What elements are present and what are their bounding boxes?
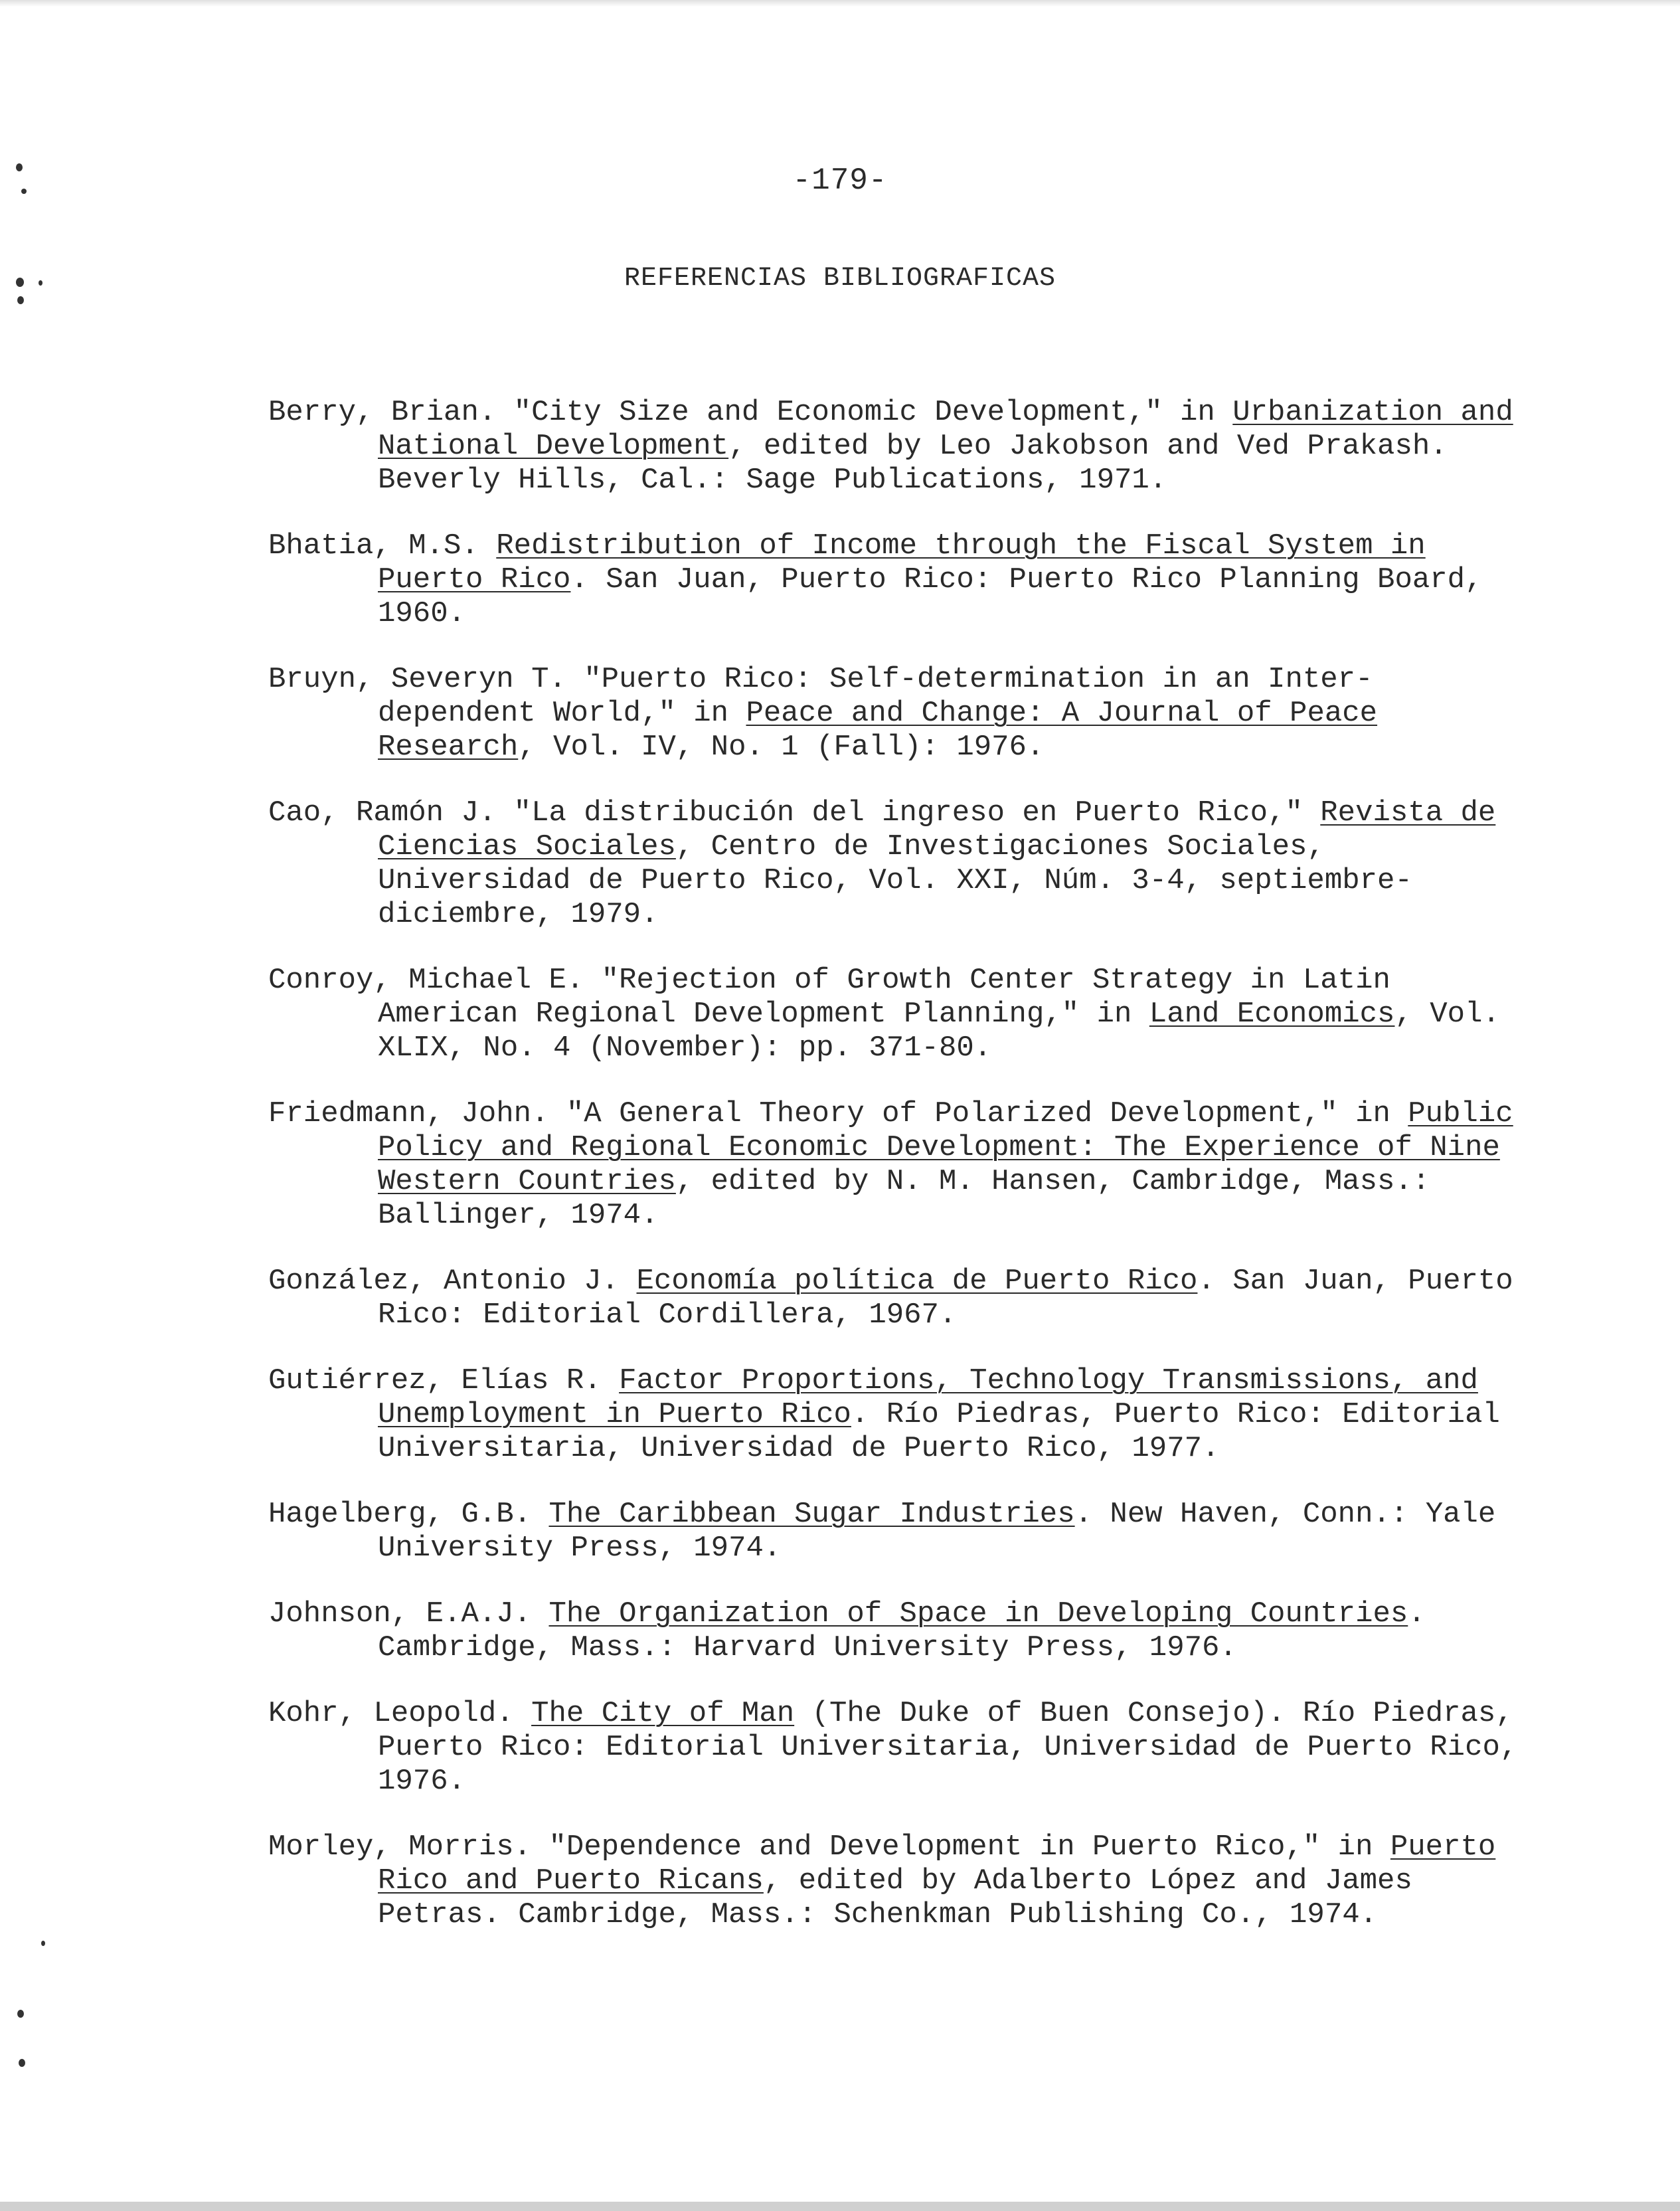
reference-text: . Río Piedras, Puerto Rico: Editorial Universitaria, Universidad de Puerto Rico, 1977. — [378, 1398, 1500, 1465]
reference-entry — [268, 1097, 1530, 1233]
reference-entry — [268, 796, 1530, 932]
reference-text: Johnson, E.A.J. — [268, 1597, 549, 1631]
reference-title: The City of Man — [531, 1697, 795, 1730]
reference-text: Bhatia, M.S. — [268, 529, 497, 563]
reference-text: Hagelberg, G.B. — [268, 1498, 549, 1531]
reference-title: Urbanization and National Development — [378, 396, 1513, 463]
reference-title: The Organization of Space in Developing Countries — [548, 1597, 1408, 1631]
reference-text: . San Juan, Puerto Rico: Puerto Rico Planning Board, 1960. — [378, 563, 1483, 630]
reference-text: González, Antonio J. — [268, 1265, 637, 1298]
reference-entry — [268, 964, 1530, 1065]
reference-text: , Centro de Investigaciones Sociales, Universidad de Puerto Rico, Vol. XXI, Núm. 3-4, septiembre-diciembre, 1979. — [378, 830, 1412, 931]
reference-text: Bruyn, Severyn T. "Puerto Rico: Self-determination in an Inter-dependent World," in — [268, 663, 1373, 730]
reference-text: Morley, Morris. "Dependence and Development in Puerto Rico," in — [268, 1830, 1390, 1864]
scan-top-edge — [0, 0, 1680, 7]
scan-speck — [17, 2010, 24, 2018]
reference-text: , edited by Leo Jakobson and Ved Prakash. Beverly Hills, Cal.: Sage Publications, 1971. — [378, 430, 1448, 497]
reference-title: Redistribution of Income through the Fiscal System in Puerto Rico — [378, 529, 1426, 596]
reference-entry — [268, 1265, 1530, 1332]
reference-title: Economía política de Puerto Rico — [636, 1265, 1198, 1298]
reference-text: Gutiérrez, Elías R. — [268, 1364, 620, 1397]
scan-speck — [41, 1941, 45, 1946]
reference-entry — [268, 1364, 1530, 1466]
reference-text: . Cambridge, Mass.: Harvard University Press, 1976. — [378, 1597, 1426, 1664]
scan-bottom-edge — [0, 2202, 1680, 2211]
reference-title: Land Economics — [1149, 998, 1395, 1031]
page-number: -179- — [792, 163, 888, 198]
reference-entry — [268, 1498, 1530, 1565]
reference-title: Puerto Rico and Puerto Ricans — [378, 1830, 1496, 1898]
reference-title: The Caribbean Sugar Industries — [548, 1498, 1075, 1531]
reference-text: . San Juan, Puerto Rico: Editorial Cordillera, 1967. — [378, 1265, 1513, 1332]
reference-text: , Vol. IV, No. 1 (Fall): 1976. — [518, 731, 1045, 764]
reference-text: (The Duke of Buen Consejo). Río Piedras, Puerto Rico: Editorial Universitaria, Universidad de Puerto Rico, 1976. — [378, 1697, 1518, 1798]
reference-text: Cao, Ramón J. "La distribución del ingreso en Puerto Rico," — [268, 796, 1321, 830]
reference-title: Factor Proportions, Technology Transmissions, and Unemployment in Puerto Rico — [378, 1364, 1478, 1431]
reference-list — [268, 396, 1530, 1964]
reference-title: Public Policy and Regional Economic Development: The Experience of Nine Western Countries — [378, 1097, 1513, 1198]
reference-text: . New Haven, Conn.: Yale University Press, 1974. — [378, 1498, 1496, 1565]
reference-title: Peace and Change: A Journal of Peace Research — [378, 697, 1378, 764]
reference-text: Friedmann, John. "A General Theory of Polarized Development," in — [268, 1097, 1408, 1130]
reference-title: Revista de Ciencias Sociales — [378, 796, 1496, 863]
reference-text: Berry, Brian. "City Size and Economic Development," in — [268, 396, 1233, 429]
reference-text: Conroy, Michael E. "Rejection of Growth Center Strategy in Latin American Regional Development Planning," in — [268, 964, 1390, 1031]
reference-text: Kohr, Leopold. — [268, 1697, 532, 1730]
scan-speck — [19, 2059, 25, 2067]
scan-speck — [17, 296, 24, 304]
reference-entry — [268, 529, 1530, 631]
page-title: REFERENCIAS BIBLIOGRAFICAS — [624, 264, 1056, 294]
reference-entry — [268, 396, 1530, 497]
reference-entry — [268, 1597, 1530, 1665]
reference-text: , edited by N. M. Hansen, Cambridge, Mass.: Ballinger, 1974. — [378, 1165, 1430, 1232]
reference-text: , Vol. XLIX, No. 4 (November): pp. 371-80. — [378, 998, 1500, 1065]
reference-entry — [268, 1697, 1530, 1799]
reference-entry — [268, 1830, 1530, 1932]
reference-text: , edited by Adalberto López and James Petras. Cambridge, Mass.: Schenkman Publishing Co., 1974. — [378, 1864, 1412, 1931]
reference-entry — [268, 663, 1530, 764]
